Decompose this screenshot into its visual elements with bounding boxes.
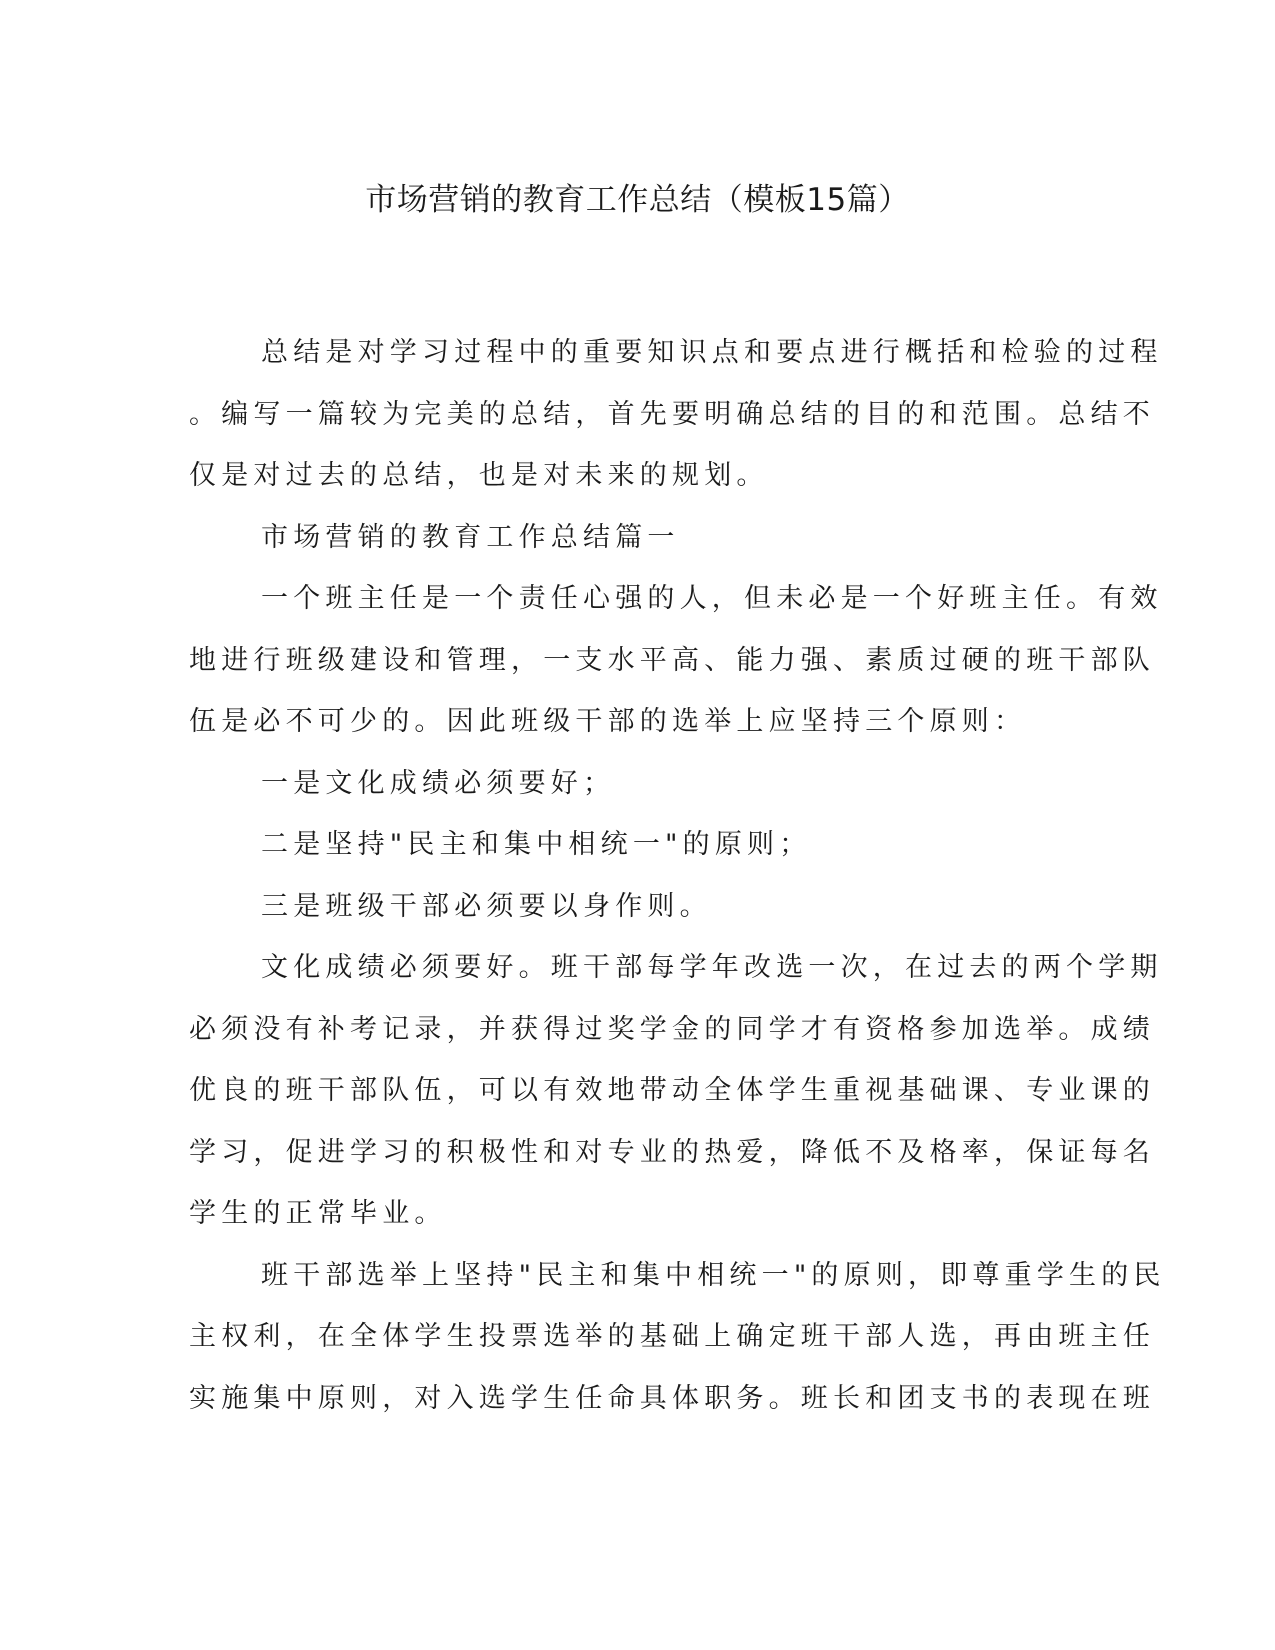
text-line: 班干部选举上坚持"民主和集中相统一"的原则，即尊重学生的民 <box>261 1259 1166 1291</box>
document-title: 市场营销的教育工作总结（模板15篇） <box>365 182 910 218</box>
text-line: 实施集中原则，对入选学生任命具体职务。班长和团支书的表现在班 <box>189 1382 1155 1414</box>
text-line: 三是班级干部必须要以身作则。 <box>261 890 712 922</box>
text-line: 学习，促进学习的积极性和对专业的热爱，降低不及格率，保证每名 <box>189 1136 1155 1168</box>
document-body <box>189 322 1166 1429</box>
text-line: 总结是对学习过程中的重要知识点和要点进行概括和检验的过程 <box>261 337 1163 368</box>
text-line: 优良的班干部队伍，可以有效地带动全体学生重视基础课、专业课的 <box>189 1075 1155 1106</box>
text-line: 地进行班级建设和管理，一支水平高、能力强、素质过硬的班干部队 <box>189 644 1155 676</box>
text-line: 必须没有补考记录，并获得过奖学金的同学才有资格参加选举。成绩 <box>189 1013 1155 1045</box>
text-line: 仅是对过去的总结，也是对未来的规划。 <box>189 460 769 491</box>
text-line: 。编写一篇较为完美的总结，首先要明确总结的目的和范围。总结不 <box>189 398 1155 430</box>
text-line: 二是坚持"民主和集中相统一"的原则； <box>261 829 812 860</box>
text-line: 一个班主任是一个责任心强的人，但未必是一个好班主任。有效 <box>261 583 1163 614</box>
text-line: 学生的正常毕业。 <box>189 1198 447 1229</box>
text-line: 一是文化成绩必须要好； <box>261 767 616 799</box>
text-line: 主权利，在全体学生投票选举的基础上确定班干部人选，再由班主任 <box>189 1321 1155 1352</box>
text-line: 伍是必不可少的。因此班级干部的选举上应坚持三个原则： <box>189 706 1027 737</box>
section-heading: 市场营销的教育工作总结篇一 <box>261 521 680 553</box>
text-line: 文化成绩必须要好。班干部每学年改选一次，在过去的两个学期 <box>261 952 1163 983</box>
